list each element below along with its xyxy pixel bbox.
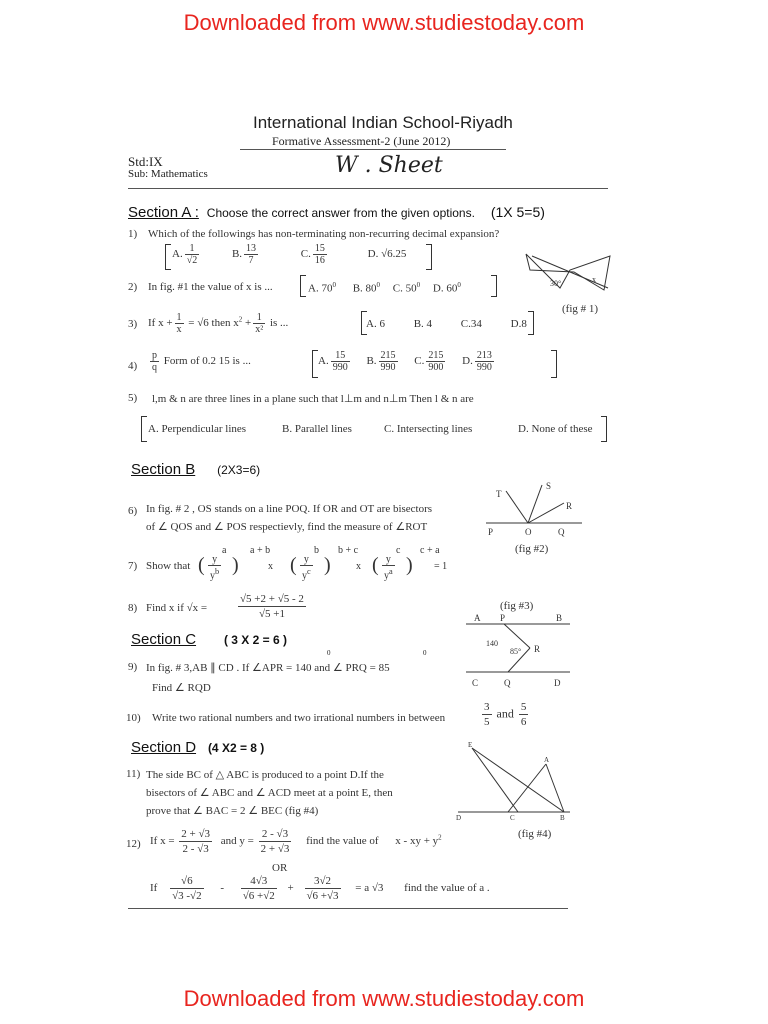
q3-option-a[interactable]: A. 6: [366, 318, 385, 330]
section-b-heading: [131, 461, 260, 478]
q12-number: 12): [126, 838, 141, 850]
q1-bracket-left: [165, 244, 171, 270]
q10-number: 10): [126, 712, 141, 724]
q1-text: Which of the followings has non-terminating non-recurring decimal expansion?: [148, 228, 500, 240]
fig3-label-b: B: [556, 613, 563, 623]
fig2-label: (fig #2): [515, 543, 549, 555]
q2-option-d[interactable]: D. $60^0$: [432, 281, 461, 295]
q4-text: $\frac{p}{q}$ Form of 0.2 15 is ...: [152, 350, 251, 373]
fig2-label-t: T: [496, 489, 502, 499]
q9-line2: Find ∠ RQD: [152, 682, 211, 694]
q2-text: In fig. #1 the value of x is ...: [148, 281, 273, 293]
q6-line2: of ∠ QOS and ∠ POS respectievly, find the measure of ∠ROT: [146, 521, 428, 533]
q7-number: 7): [128, 560, 138, 572]
q8-number: 8): [128, 602, 138, 614]
q1-option-d[interactable]: D. √6.25: [367, 248, 407, 261]
fig2-label-p: P: [488, 527, 494, 537]
fig4-label-e: E: [468, 741, 473, 749]
q4-option-d[interactable]: D. $\frac{213}{990}$: [462, 350, 492, 373]
subject-label: Sub: Mathematics: [128, 168, 208, 180]
q3-option-c[interactable]: C.34: [460, 318, 482, 330]
top-banner[interactable]: Downloaded from www.studiestoday.com: [183, 10, 585, 35]
fig1-angle-30: 30°: [550, 279, 562, 288]
q6-number: 6): [128, 505, 138, 517]
section-c-title: Section C: [131, 631, 197, 648]
section-a-marks: (1X 5=5): [490, 204, 545, 220]
section-a-instruction: Choose the correct answer from the given options.: [206, 206, 475, 220]
q8-text: Find x if √x =: [146, 602, 208, 614]
std-label: Std:IX: [128, 154, 163, 169]
q12-or-expression: If $\frac{√6}{√3 -√2}$ - $\frac{4√3}{√6 +√2}$ + $\frac{3√2}{√6 +√3}$ = a √3 find the value of a .: [150, 875, 490, 902]
bottom-banner[interactable]: Downloaded from www.studiestoday.com: [183, 986, 585, 1011]
q12-or: OR: [272, 862, 288, 874]
fig3-label-d: D: [554, 678, 561, 688]
section-c-heading: [131, 631, 287, 648]
q11-line3: prove that ∠ BAC = 2 ∠ BEC (fig #4): [146, 805, 319, 817]
q4-option-a[interactable]: A. $\frac{15}{990}$: [318, 350, 348, 373]
school-name: International Indian School-Riyadh: [253, 113, 513, 132]
section-a-heading: [128, 204, 545, 221]
q9-number: 9): [128, 661, 138, 673]
q4-bracket-right: [551, 350, 557, 378]
q10-fractions: $\frac{3}{5}$ and $\frac{5}{6}$: [484, 701, 527, 728]
fig4-label-d: D: [456, 814, 462, 822]
fig2-label-r: R: [566, 501, 573, 511]
q3-number: 3): [128, 318, 138, 330]
q7-text: Show that: [146, 560, 191, 572]
section-d-title: Section D: [131, 739, 197, 756]
q2-option-c[interactable]: C. $50^0$: [392, 281, 421, 295]
q1-option-c[interactable]: C. $\frac{15}{16}$: [300, 243, 325, 266]
fig1-diagram: [522, 248, 614, 296]
q9-degree-1: 0: [327, 649, 331, 657]
q2-bracket-right: [491, 275, 497, 297]
q1-number: 1): [128, 228, 138, 240]
q4-number: 4): [128, 360, 138, 372]
fig4-label: (fig #4): [518, 828, 552, 840]
q2-number: 2): [128, 281, 138, 293]
fig2-diagram: [478, 475, 588, 537]
q1-option-a[interactable]: A. $\frac{1}{√2}$: [172, 243, 198, 266]
q2-bracket-left: [300, 275, 306, 297]
q2-option-b[interactable]: B. $80^0$: [352, 281, 381, 295]
q2-option-a[interactable]: A. $70^0$: [308, 281, 336, 295]
q11-line1: The side BC of △ ABC is produced to a point D.If the: [146, 769, 384, 781]
fig3-angle-85: 85°: [510, 647, 522, 656]
q4-option-b[interactable]: B. $\frac{215}{990}$: [366, 350, 396, 373]
fig2-label-s: S: [546, 481, 552, 491]
q5-text: l,m & n are three lines in a plane such that l⊥m and n⊥m Then l & n are: [152, 393, 474, 405]
q3-options: [366, 318, 549, 330]
q3-text: If x + $\frac{1}{x}$ = √6 then $x^2$ + $\frac{1}{\text{x²}}$ is ...: [148, 312, 289, 335]
q5-option-c[interactable]: C. Intersecting lines: [384, 423, 473, 435]
fig3-label-r: R: [534, 644, 541, 654]
fig3-label-a: A: [474, 613, 481, 623]
fig3-label: (fig #3): [500, 600, 534, 612]
q1-options: [172, 243, 428, 266]
fig3-angle-140: 140: [486, 639, 498, 648]
section-b-marks: (2X3=6): [217, 463, 261, 477]
q1-option-b[interactable]: B. $\frac{13}{7}$: [231, 243, 257, 266]
section-a-title: Section A :: [128, 204, 199, 221]
q4-options: [318, 350, 518, 373]
fig4-label-c: C: [510, 814, 515, 822]
q10-text: Write two rational numbers and two irrational numbers in between: [152, 712, 446, 724]
q3-option-b[interactable]: B. 4: [413, 318, 433, 330]
fig2-label-q: Q: [558, 527, 565, 537]
header-rule: [240, 149, 506, 150]
q6-line1: In fig. # 2 , OS stands on a line POQ. If OR and OT are bisectors: [146, 503, 433, 515]
q5-option-d[interactable]: D. None of these: [518, 423, 593, 435]
q5-number: 5): [128, 392, 138, 404]
q5-option-a[interactable]: A. Perpendicular lines: [148, 423, 247, 435]
q12-expression: If x = $\frac{2 + √3}{2 - √3}$ and y = $\frac{2 - √3}{2 + √3}$ find the value of x - xy + $y^2$: [150, 828, 442, 855]
q5-option-b[interactable]: B. Parallel lines: [282, 423, 352, 435]
q9-degree-2: 0: [423, 649, 427, 657]
q11-number: 11): [126, 768, 141, 780]
q3-option-d[interactable]: D.8: [510, 318, 527, 330]
q9-text: In fig. # 3,AB ∥ CD . If ∠APR = 140 and ∠ PRQ = 85: [146, 662, 390, 674]
section-c-marks: ( 3 X 2 = 6 ): [223, 633, 287, 647]
q2-options: [308, 281, 483, 295]
fig4-label-a: A: [544, 756, 550, 764]
fig3-label-c: C: [472, 678, 479, 688]
fig4-diagram: [452, 740, 572, 824]
q4-option-c[interactable]: C. $\frac{215}{900}$: [414, 350, 444, 373]
fig1-label: (fig # 1): [562, 303, 599, 315]
footer-rule: [128, 908, 568, 909]
fig1-angle-x: x: [592, 275, 596, 284]
q8-fraction: $\frac{√5 +2 + √5 - 2}{√5 +1}$: [240, 593, 304, 620]
fig3-label-p: P: [500, 613, 506, 623]
q5-bracket-left: [141, 416, 147, 442]
section-b-title: Section B: [131, 461, 196, 478]
fig4-label-b: B: [560, 814, 565, 822]
section-d-heading: [131, 739, 264, 756]
assessment-title: Formative Assessment-2 (June 2012): [272, 134, 451, 148]
q11-line2: bisectors of ∠ ABC and ∠ ACD meet at a point E, then: [146, 787, 393, 799]
section-d-marks: (4 X2 = 8 ): [207, 741, 265, 755]
fig2-label-o: O: [525, 527, 532, 537]
header-bottom-rule: [128, 188, 608, 189]
q5-bracket-right: [601, 416, 607, 442]
handwritten-signature: W . Sheet: [335, 153, 443, 178]
fig3-label-q: Q: [504, 678, 511, 688]
fig3-diagram: [464, 612, 572, 692]
